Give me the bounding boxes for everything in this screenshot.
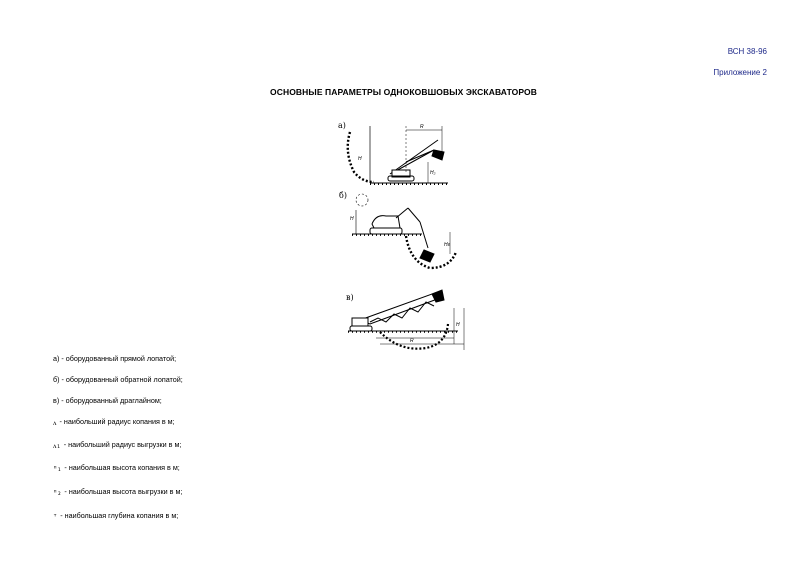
- legend-item: [53, 488, 182, 497]
- appendix-label: Приложение 2: [713, 68, 767, 77]
- svg-text:H: H: [456, 322, 460, 328]
- legend-text: б) - оборудованный обратной лопатой;: [53, 375, 183, 384]
- label-a: а): [338, 121, 346, 130]
- svg-text:R: R: [410, 338, 414, 344]
- excavator-diagrams: [330, 112, 480, 357]
- symbol-r: ᴧ: [53, 419, 57, 427]
- svg-text:Hг: Hг: [444, 242, 451, 248]
- page-title: ОСНОВНЫЕ ПАРАМЕТРЫ ОДНОКОВШОВЫХ ЭКСКАВАТОРОВ: [270, 87, 537, 97]
- legend-item: [53, 464, 180, 473]
- svg-text:H₂: H₂: [430, 170, 436, 176]
- legend-item: [53, 418, 175, 427]
- legend-item: [53, 441, 181, 450]
- legend-item: [53, 355, 176, 362]
- legend-text: а) - оборудованный прямой лопатой;: [53, 354, 177, 363]
- label-b: б): [339, 191, 347, 200]
- symbol-h2: ᴴ₂: [53, 489, 62, 497]
- label-v: в): [346, 293, 354, 302]
- legend-item: [53, 512, 178, 521]
- svg-text:H: H: [358, 156, 362, 162]
- symbol-h1: ᴴ₁: [53, 465, 62, 473]
- legend-text: - наибольшая глубина копания в м;: [58, 511, 179, 520]
- legend-text: в) - оборудованный драглайном;: [53, 396, 162, 405]
- document-code: ВСН 38-96: [727, 47, 767, 56]
- svg-text:R: R: [420, 124, 424, 130]
- legend-item: [53, 397, 162, 404]
- symbol-t: ᵀ: [53, 513, 58, 521]
- svg-text:H: H: [350, 216, 354, 222]
- legend-item: [53, 376, 183, 383]
- symbol-r1: ᴧ₁: [53, 442, 61, 450]
- legend-text: - наибольшая высота копания в м;: [62, 463, 180, 472]
- legend-text: - наибольший радиус выгрузки в м;: [61, 440, 182, 449]
- legend-text: - наибольшая высота выгрузки в м;: [62, 487, 183, 496]
- legend-text: - наибольший радиус копания в м;: [57, 417, 175, 426]
